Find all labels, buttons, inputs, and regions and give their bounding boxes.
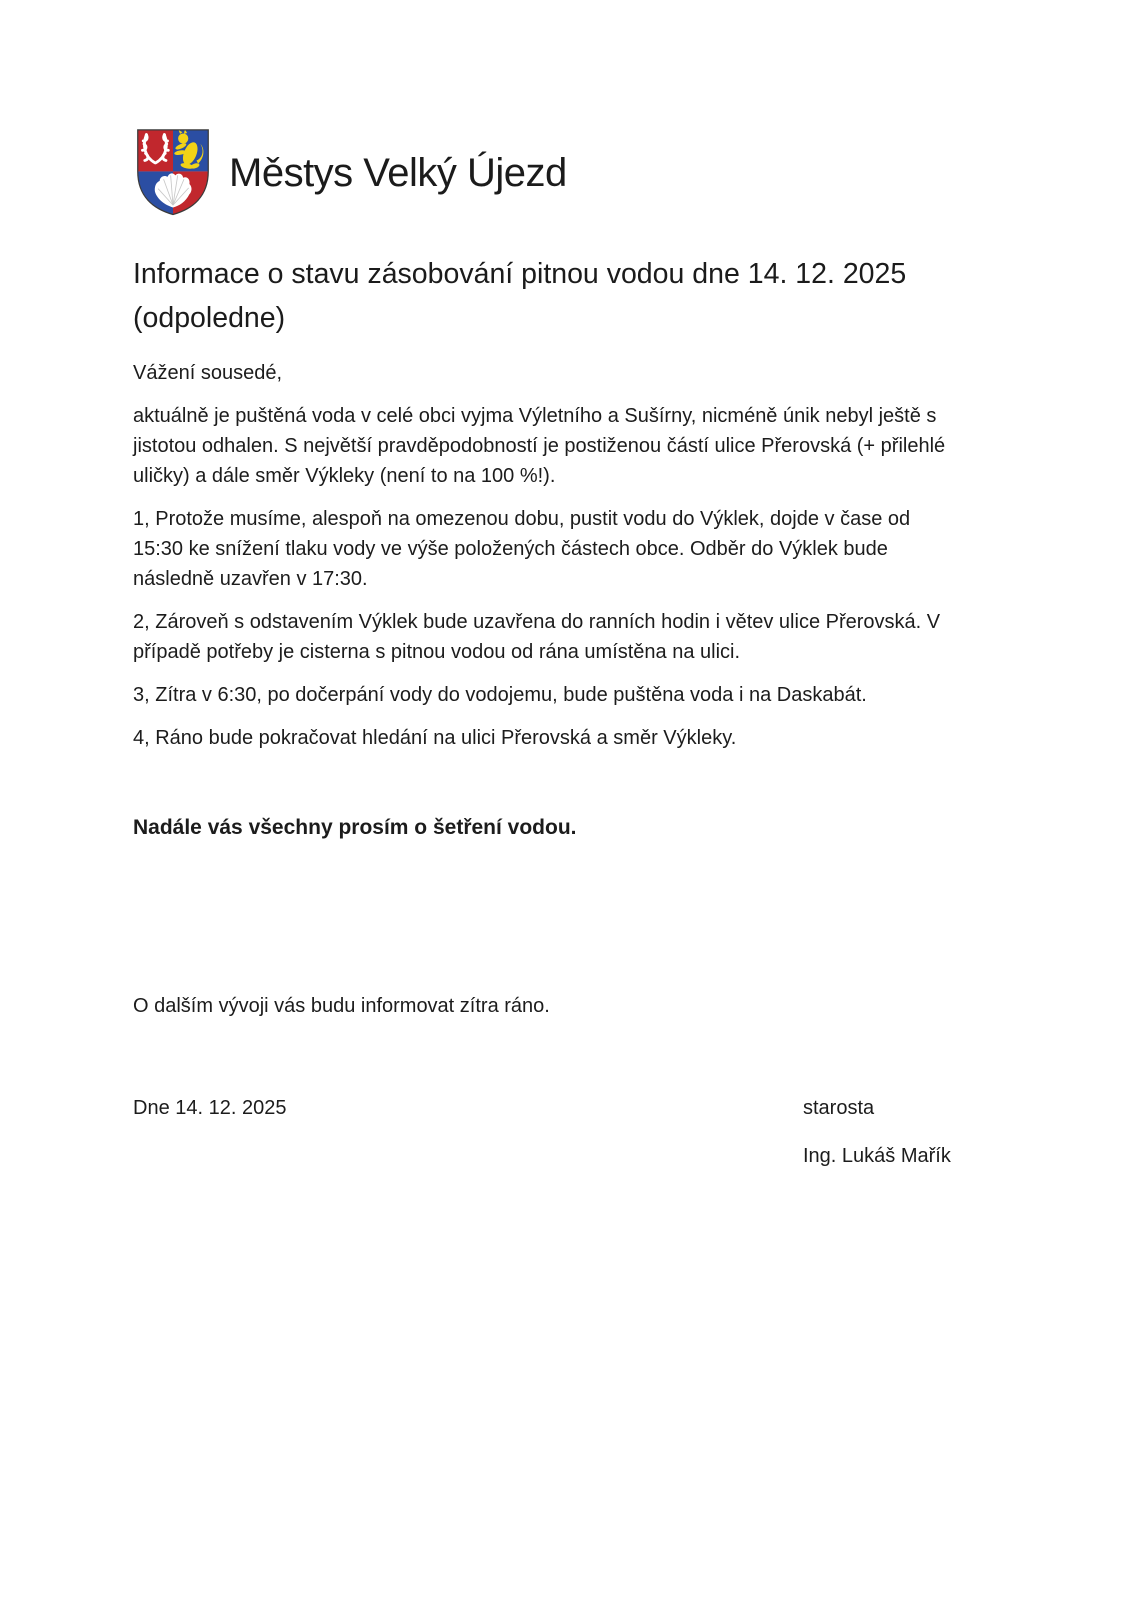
signature-block <box>133 1093 963 1171</box>
signature-name: Ing. Lukáš Mařík <box>803 1145 951 1167</box>
body-paragraph: 1, Protože musíme, alespoň na omezenou dobu, pustit vodu do Výklek, dojde v čase od 15:30 ke snížení tlaku vody ve výše položených částech obce. Odběr do Výklek bude následně uzavřen v 17:30. <box>133 508 911 590</box>
body-paragraph: 2, Zároveň s odstavením Výklek bude uzavřena do ranních hodin i větev ulice Přerovská. V případě potřeby je cisterna s pitnou vodou od rána umístěna na ulici. <box>133 611 941 663</box>
body-paragraph: 3, Zítra v 6:30, po dočerpání vody do vodojemu, bude puštěna voda i na Daskabát. <box>133 684 867 706</box>
shield-quarters <box>138 129 209 220</box>
body-paragraph: 4, Ráno bude pokračovat hledání na ulici Přerovská a směr Výkleky. <box>133 727 737 749</box>
signature-role: starosta <box>803 1097 875 1119</box>
signature <box>803 1093 963 1171</box>
emphasis-note: Nadále vás všechny prosím o šetření vodou. <box>133 816 577 839</box>
doc-title: Informace o stavu zásobování pitnou vodou dne 14. 12. 2025 (odpoledne) <box>133 258 907 334</box>
closing-note: O dalším vývoji vás budu informovat zítra ráno. <box>133 995 550 1017</box>
org-title: Městys Velký Újezd <box>229 150 567 195</box>
coat-of-arms-icon <box>133 126 213 220</box>
date-line: Dne 14. 12. 2025 <box>133 1097 287 1119</box>
letterhead <box>133 126 963 220</box>
document-body <box>133 358 963 1021</box>
salutation: Vážení sousedé, <box>133 362 282 384</box>
body-paragraph: aktuálně je puštěná voda v celé obci vyjma Výletního a Sušírny, nicméně únik nebyl ještě s jistotou odhalen. S největší pravděpodobností je postiženou částí ulice Přerovská (+ přilehlé uličky) a dále směr Výkleky (není to na 100 %!). <box>133 405 946 487</box>
